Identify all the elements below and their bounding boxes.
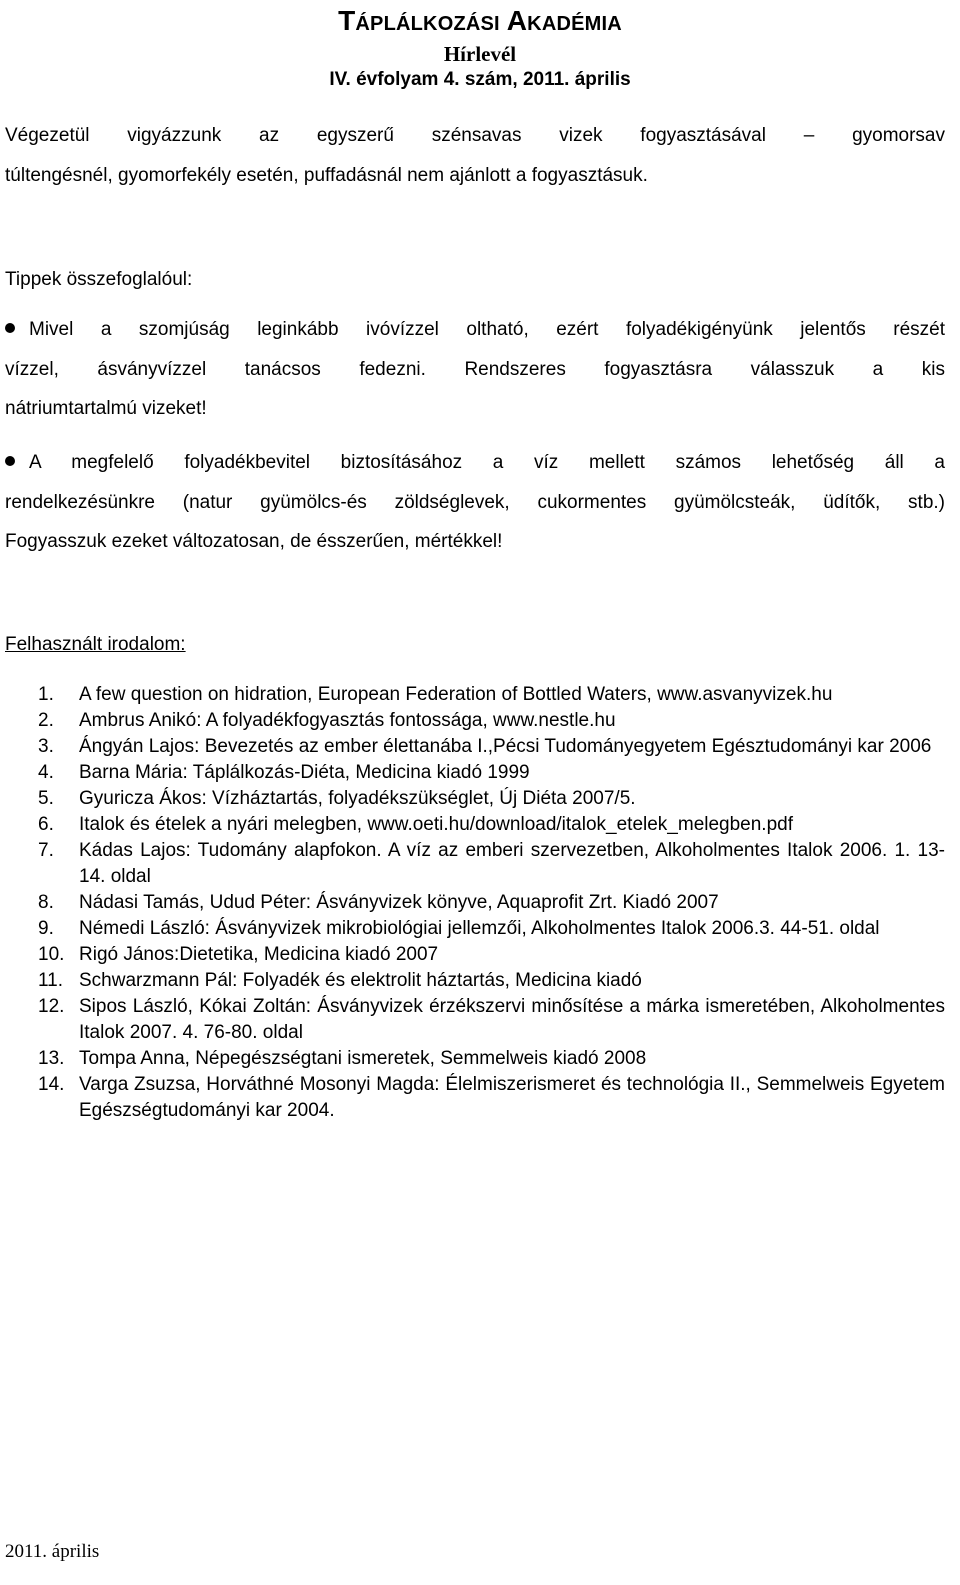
tip-2-line-2: rendelkezésünkre (natur gyümölcs-és zöldséglevek, cukormentes gyümölcsteák, üdítők, stb.) [5, 492, 945, 513]
reference-item [38, 708, 945, 734]
reference-number: 12. [38, 996, 65, 1017]
reference-text: Ambrus Anikó: A folyadékfogyasztás fontossága, www.nestle.hu [79, 710, 616, 731]
intro-line-2: túltengésnél, gyomorfekély esetén, puffadásnál nem ajánlott a fogyasztásuk. [5, 165, 648, 186]
reference-item [38, 812, 945, 838]
tip-2-line-1-text: A megfelelő folyadékbevitel biztosításához a víz mellett számos lehetőség áll a [29, 452, 945, 473]
reference-text: Tompa Anna, Népegészségtani ismeretek, Semmelweis kiadó 2008 [79, 1048, 647, 1069]
footer-date: 2011. április [5, 1541, 100, 1562]
reference-number: 2. [38, 710, 54, 731]
reference-item [38, 1072, 945, 1124]
newsletter-issue: IV. évfolyam 4. szám, 2011. április [329, 69, 631, 90]
tip-1-line-3: nátriumtartalmú vizeket! [5, 398, 207, 419]
newsletter-header [0, 4, 960, 91]
reference-number: 7. [38, 840, 54, 861]
reference-item [38, 942, 945, 968]
tip-2-line-1 [5, 444, 945, 482]
references-list [38, 682, 945, 1124]
reference-number: 9. [38, 918, 54, 939]
newsletter-subtitle: Hírlevél [443, 42, 517, 66]
reference-item [38, 994, 945, 1046]
reference-number: 13. [38, 1048, 65, 1069]
reference-text: Schwarzmann Pál: Folyadék és elektrolit háztartás, Medicina kiadó [79, 970, 642, 991]
reference-item [38, 838, 945, 890]
intro-line-1: Végezetül vigyázzunk az egyszerű szénsavas vizek fogyasztásával – gyomorsav [5, 125, 945, 146]
reference-number: 14. [38, 1074, 65, 1095]
reference-item [38, 916, 945, 942]
reference-number: 1. [38, 684, 54, 705]
reference-item [38, 968, 945, 994]
reference-text: Sipos László, Kókai Zoltán: Ásványvizek érzékszervi minősítése a márka ismeretében, Alkoholmentes Italok 2007. 4. 76-80. oldal [79, 996, 945, 1043]
reference-text: Kádas Lajos: Tudomány alapfokon. A víz az emberi szervezetben, Alkoholmentes Italok 2006. 1. 13-14. oldal [79, 840, 945, 887]
reference-text: Gyuricza Ákos: Vízháztartás, folyadékszükséglet, Új Diéta 2007/5. [79, 788, 636, 809]
reference-number: 10. [38, 944, 65, 965]
bullet-icon [5, 456, 15, 466]
reference-item [38, 682, 945, 708]
reference-number: 3. [38, 736, 54, 757]
reference-number: 6. [38, 814, 54, 835]
tip-1-line-1 [5, 311, 945, 349]
reference-number: 8. [38, 892, 54, 913]
reference-text: A few question on hidration, European Federation of Bottled Waters, www.asvanyvizek.hu [79, 684, 833, 705]
tip-1-line-1-text: Mivel a szomjúság leginkább ivóvízzel oltható, ezért folyadékigényünk jelentős részét [29, 319, 945, 340]
reference-item [38, 1046, 945, 1072]
reference-item [38, 760, 945, 786]
reference-number: 11. [38, 970, 64, 991]
reference-item [38, 890, 945, 916]
reference-text: Ángyán Lajos: Bevezetés az ember élettanába I.,Pécsi Tudományegyetem Egésztudományi kar 2006 [79, 736, 932, 757]
reference-number: 5. [38, 788, 54, 809]
reference-number: 4. [38, 762, 54, 783]
bullet-icon [5, 323, 15, 333]
tip-2-line-3: Fogyasszuk ezeket változatosan, de ésszerűen, mértékkel! [5, 531, 503, 552]
reference-text: Barna Mária: Táplálkozás-Diéta, Medicina kiadó 1999 [79, 762, 530, 783]
references-title: Felhasznált irodalom: [5, 634, 186, 655]
reference-text: Varga Zsuzsa, Horváthné Mosonyi Magda: Élelmiszerismeret és technológia II., Semmelweis Egyetem Egészségtudományi kar 2004. [79, 1074, 945, 1121]
reference-text: Némedi László: Ásványvizek mikrobiológiai jellemzői, Alkoholmentes Italok 2006.3. 44-51. oldal [79, 918, 880, 939]
tips-title: Tippek összefoglalóul: [5, 269, 193, 290]
reference-text: Nádasi Tamás, Udud Péter: Ásványvizek könyve, Aquaprofit Zrt. Kiadó 2007 [79, 892, 719, 913]
newsletter-title: Táplálkozási Akadémia [338, 5, 622, 36]
reference-item [38, 786, 945, 812]
reference-item [38, 734, 945, 760]
tip-1-line-2: vízzel, ásványvízzel tanácsos fedezni. Rendszeres fogyasztásra válasszuk a kis [5, 359, 945, 380]
reference-text: Italok és ételek a nyári melegben, www.oeti.hu/download/italok_etelek_melegben.pdf [79, 814, 794, 835]
reference-text: Rigó János:Dietetika, Medicina kiadó 2007 [79, 944, 439, 965]
